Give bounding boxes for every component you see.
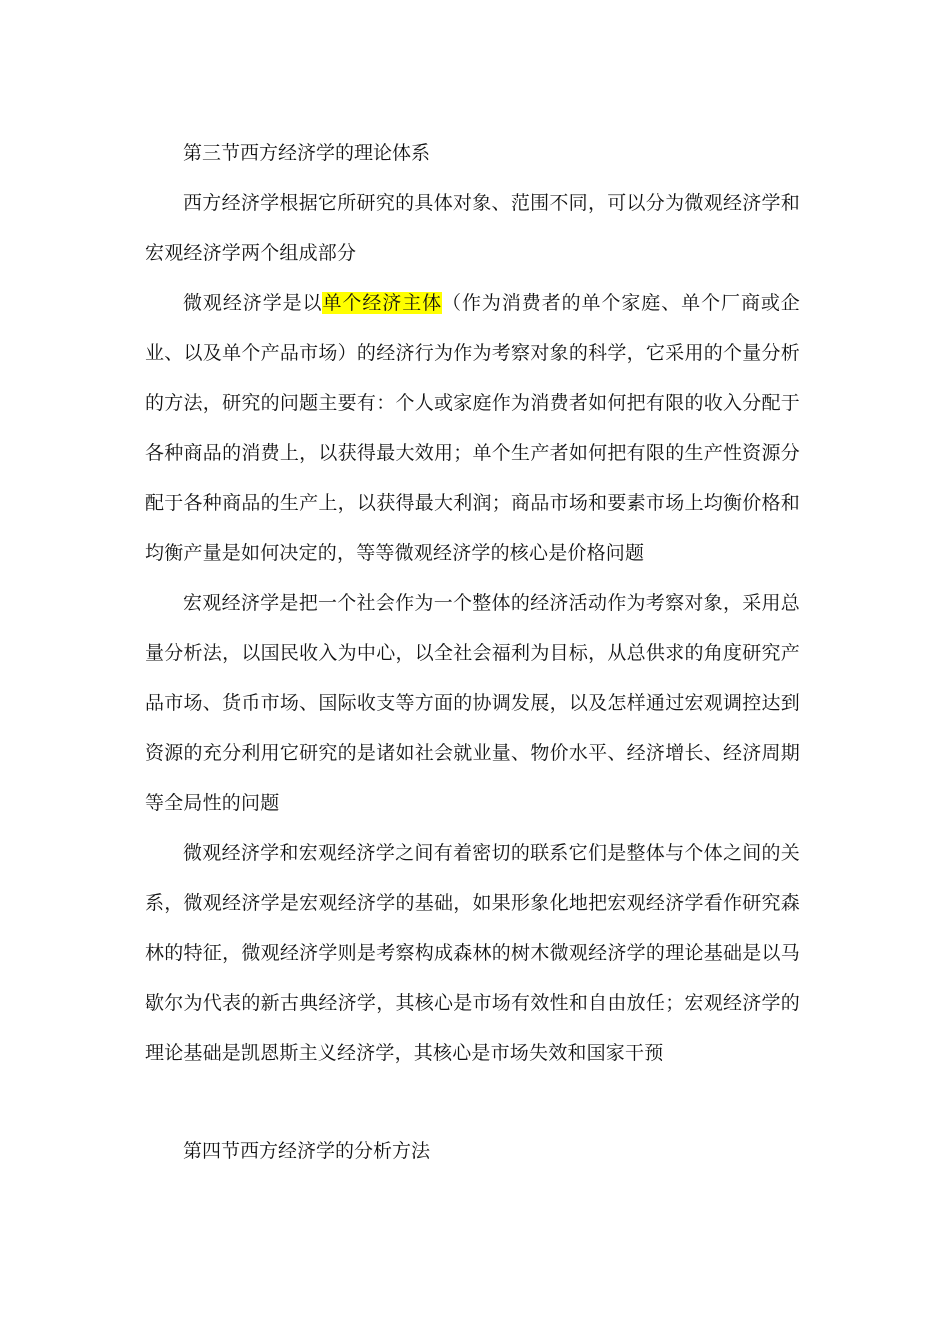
paragraph-1: 西方经济学根据它所研究的具体对象、范围不同，可以分为微观经济学和宏观经济学两个组成部分	[145, 192, 800, 264]
section4-heading: 第四节西方经济学的分析方法	[183, 1140, 431, 1162]
paragraph-2-start: 微观经济学是以	[183, 292, 323, 314]
highlighted-term: 单个经济主体	[322, 292, 443, 314]
section-gap	[145, 1078, 800, 1126]
paragraph-2	[145, 278, 800, 578]
paragraph-2-rest: （作为消费者的单个家庭、单个厂商或企业、以及单个产品市场）的经济行为作为考察对象的科学，它采用的个量分析的方法，研究的问题主要有：个人或家庭作为消费者如何把有限的收入分配于各种商品的消费上，以获得最大效用；单个生产者如何把有限的生产性资源分配于各种商品的生产上，以获得最大利润；商品市场和要素市场上均衡价格和均衡产量是如何决定的，等等微观经济学的核心是价格问题	[145, 292, 800, 564]
section3-heading: 第三节西方经济学的理论体系	[183, 142, 431, 164]
document-body	[145, 128, 800, 1176]
paragraph-4: 微观经济学和宏观经济学之间有着密切的联系它们是整体与个体之间的关系，微观经济学是宏观经济学的基础，如果形象化地把宏观经济学看作研究森林的特征，微观经济学则是考察构成森林的树木微观经济学的理论基础是以马歇尔为代表的新古典经济学，其核心是市场有效性和自由放任；宏观经济学的理论基础是凯恩斯主义经济学，其核心是市场失效和国家干预	[145, 842, 800, 1064]
paragraph-3: 宏观经济学是把一个社会作为一个整体的经济活动作为考察对象，采用总量分析法，以国民收入为中心，以全社会福利为目标，从总供求的角度研究产品市场、货币市场、国际收支等方面的协调发展，以及怎样通过宏观调控达到资源的充分利用它研究的是诸如社会就业量、物价水平、经济增长、经济周期等全局性的问题	[145, 592, 800, 814]
